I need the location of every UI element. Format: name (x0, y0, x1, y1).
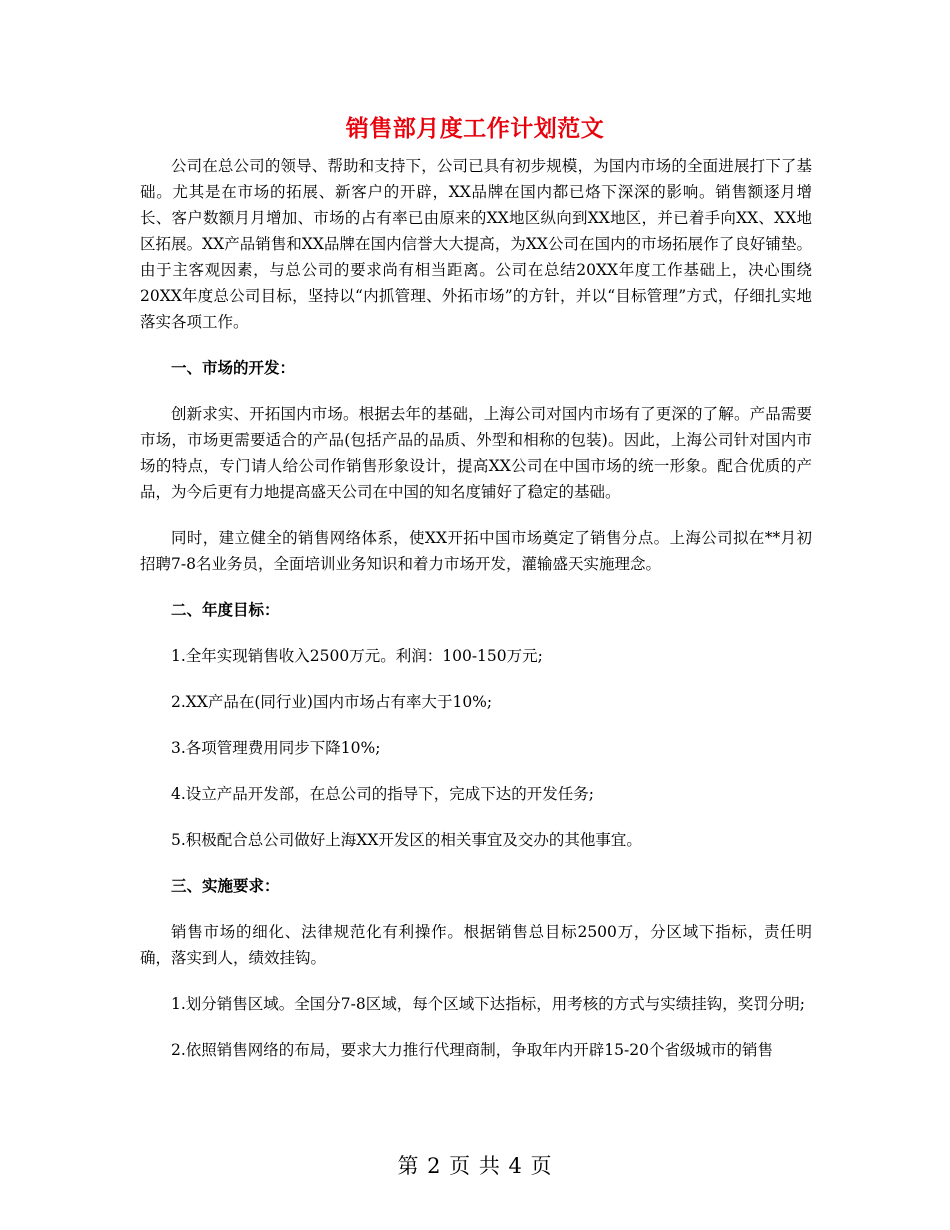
body-paragraph: 1.划分销售区域。全国分7-8区域，每个区域下达指标，用考核的方式与实绩挂钩，奖罚分明; (171, 995, 805, 1013)
document-body (140, 153, 812, 1083)
goal-item: 4.设立产品开发部，在总公司的指导下，完成下达的开发任务; (171, 785, 595, 803)
section-heading-annual-goals: 二、年度目标： (171, 600, 280, 619)
body-paragraph: 销售市场的细化、法律规范化有利操作。根据销售总目标2500万，分区域下指标，责任明确，落实到人，绩效挂钩。 (140, 923, 812, 967)
document-title: 销售部月度工作计划范文 (345, 115, 605, 142)
page-number-footer: 第 2 页 共 4 页 (397, 1154, 553, 1178)
goal-item: 1.全年实现销售收入2500万元。利润：100-150万元; (171, 647, 543, 665)
goal-item: 3.各项管理费用同步下降10%; (171, 739, 381, 757)
body-paragraph: 同时，建立健全的销售网络体系，使XX开拓中国市场奠定了销售分点。上海公司拟在**月初招聘7-8名业务员，全面培训业务知识和着力市场开发，灌输盛天实施理念。 (140, 529, 812, 573)
body-paragraph: 创新求实、开拓国内市场。根据去年的基础，上海公司对国内市场有了更深的了解。产品需要市场，市场更需要适合的产品(包括产品的品质、外型和相称的包装)。因此，上海公司针对国内市场的特点，专门请人给公司作销售形象设计，提高XX公司在中国市场的统一形象。配合优质的产品，为今后更有力地提高盛天公司在中国的知名度铺好了稳定的基础。 (140, 405, 812, 501)
goal-item: 5.积极配合总公司做好上海XX开发区的相关事宜及交办的其他事宜。 (171, 831, 642, 849)
intro-paragraph: 公司在总公司的领导、帮助和支持下，公司已具有初步规模，为国内市场的全面进展打下了基础。尤其是在市场的拓展、新客户的开辟，XX品牌在国内都已烙下深深的影响。销售额逐月增长、客户数额月月增加、市场的占有率已由原来的XX地区纵向到XX地区，并已着手向XX、XX地区拓展。XX产品销售和XX品牌在国内信誉大大提高，为XX公司在国内的市场拓展作了良好铺垫。由于主客观因素，与总公司的要求尚有相当距离。公司在总结20XX年度工作基础上，决心围绕20XX年度总公司目标，坚持以“内抓管理、外拓市场”的方针，并以“目标管理”方式，仔细扎实地落实各项工作。 (140, 157, 812, 331)
section-heading-implementation: 三、实施要求： (171, 876, 280, 895)
section-heading-market-development: 一、市场的开发： (171, 358, 296, 377)
goal-item: 2.XX产品在(同行业)国内市场占有率大于10%; (171, 693, 493, 711)
body-paragraph: 2.依照销售网络的布局，要求大力推行代理商制，争取年内开辟15-20个省级城市的销售 (171, 1041, 773, 1059)
